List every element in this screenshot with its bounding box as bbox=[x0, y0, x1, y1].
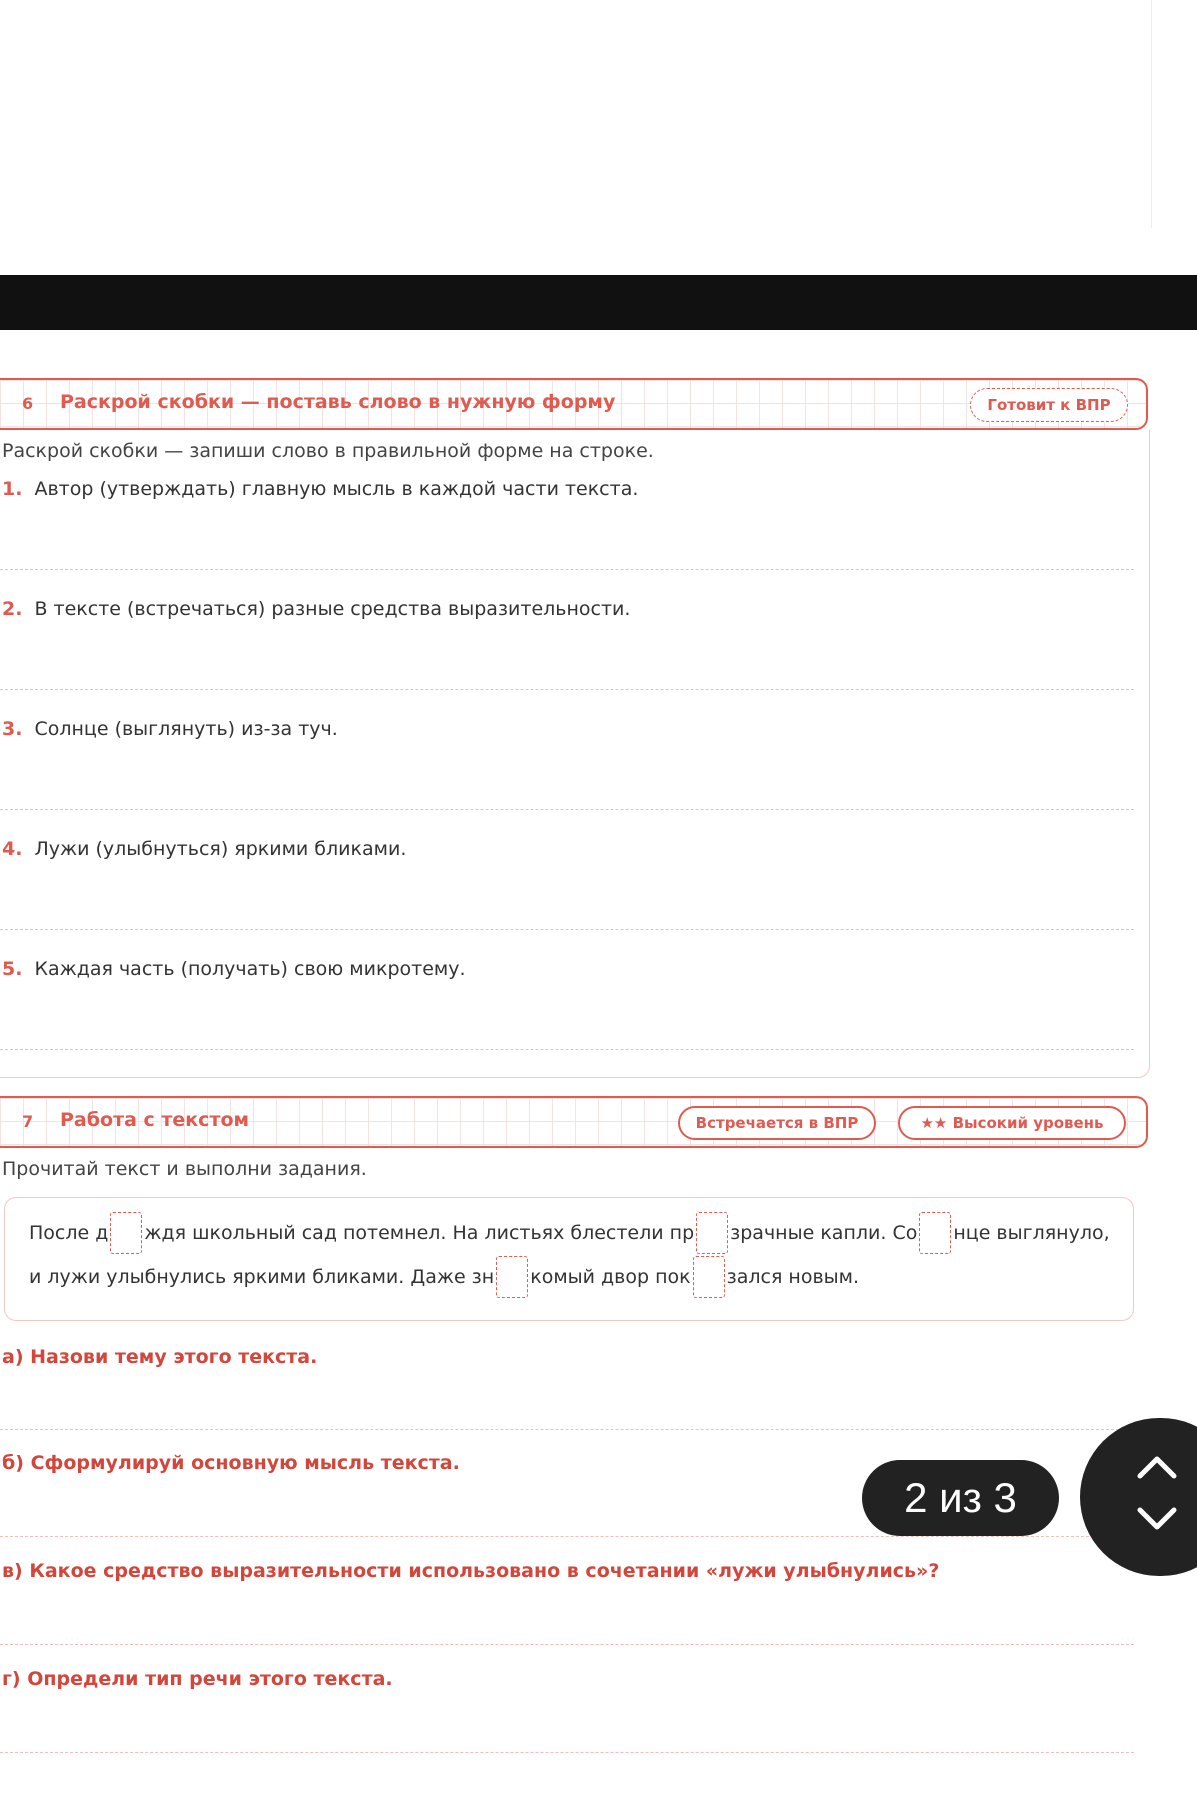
task6-item-4 bbox=[2, 838, 406, 860]
black-divider-bar bbox=[0, 275, 1197, 330]
top-blank-area bbox=[0, 0, 1197, 275]
chevron-down-icon bbox=[1130, 1500, 1184, 1540]
answer-line-4[interactable] bbox=[0, 929, 1134, 930]
text-fragment: ждя школьный сад потемнел. На листьях блестели пр bbox=[144, 1222, 695, 1244]
answer-line-a[interactable] bbox=[0, 1429, 1134, 1430]
task6-item-3 bbox=[2, 718, 338, 740]
item-text: В тексте (встречаться) разные средства выразительности. bbox=[34, 598, 631, 620]
task7-header bbox=[0, 1096, 1148, 1148]
task7-title: Работа с текстом bbox=[60, 1109, 250, 1131]
task6-badge: Готовит к ВПР bbox=[970, 388, 1128, 422]
text-fragment: комый двор пок bbox=[530, 1266, 691, 1288]
item-number: 1. bbox=[2, 478, 23, 500]
text-fragment: зрачные капли. Со bbox=[730, 1222, 918, 1244]
task6-intro: Раскрой скобки — запиши слово в правильной форме на строке. bbox=[2, 440, 654, 462]
item-text: Солнце (выглянуть) из-за туч. bbox=[34, 718, 338, 740]
task6-item-2 bbox=[2, 598, 630, 620]
text-fragment: После д bbox=[29, 1222, 109, 1244]
previous-page-button[interactable] bbox=[1130, 1446, 1184, 1486]
text-line-2 bbox=[29, 1256, 859, 1298]
item-text: Каждая часть (получать) свою микротему. bbox=[34, 958, 466, 980]
letter-gap-box[interactable] bbox=[693, 1256, 725, 1298]
question-b: б) Сформулируй основную мысль текста. bbox=[2, 1452, 460, 1474]
page-counter-badge: 2 из 3 bbox=[862, 1460, 1059, 1536]
answer-line-2[interactable] bbox=[0, 689, 1134, 690]
question-d: г) Определи тип речи этого текста. bbox=[2, 1668, 393, 1690]
answer-line-d[interactable] bbox=[0, 1752, 1134, 1753]
item-number: 3. bbox=[2, 718, 23, 740]
text-fragment: нце выглянуло, bbox=[953, 1222, 1110, 1244]
task7-badge-vpr: Встречается в ВПР bbox=[678, 1106, 876, 1140]
task7-number: 7 bbox=[22, 1112, 34, 1131]
worksheet-page bbox=[0, 330, 1197, 1800]
task7-badge-level: ★★ Высокий уровень bbox=[898, 1106, 1126, 1140]
task6-number: 6 bbox=[22, 394, 34, 413]
letter-gap-box[interactable] bbox=[919, 1212, 951, 1254]
task6-item-5 bbox=[2, 958, 466, 980]
reading-text-box bbox=[4, 1197, 1134, 1321]
question-a: а) Назови тему этого текста. bbox=[2, 1346, 318, 1368]
letter-gap-box[interactable] bbox=[496, 1256, 528, 1298]
answer-line-3[interactable] bbox=[0, 809, 1134, 810]
item-number: 5. bbox=[2, 958, 23, 980]
item-text: Автор (утверждать) главную мысль в каждой части текста. bbox=[34, 478, 639, 500]
answer-line-b[interactable] bbox=[0, 1536, 1134, 1537]
task6-header bbox=[0, 378, 1148, 430]
item-number: 2. bbox=[2, 598, 23, 620]
task6-item-1 bbox=[2, 478, 638, 500]
task6-body bbox=[0, 430, 1150, 1078]
answer-line-c[interactable] bbox=[0, 1644, 1134, 1645]
text-fragment: зался новым. bbox=[726, 1266, 860, 1288]
item-number: 4. bbox=[2, 838, 23, 860]
text-line-1 bbox=[29, 1212, 1110, 1254]
answer-line-1[interactable] bbox=[0, 569, 1134, 570]
next-page-button[interactable] bbox=[1130, 1500, 1184, 1540]
letter-gap-box[interactable] bbox=[110, 1212, 142, 1254]
page-edge-line bbox=[1151, 0, 1152, 228]
letter-gap-box[interactable] bbox=[696, 1212, 728, 1254]
answer-line-5[interactable] bbox=[0, 1049, 1134, 1050]
chevron-up-icon bbox=[1130, 1446, 1184, 1486]
task7-intro: Прочитай текст и выполни задания. bbox=[2, 1158, 367, 1180]
text-fragment: и лужи улыбнулись яркими бликами. Даже зн bbox=[29, 1266, 495, 1288]
question-c: в) Какое средство выразительности использовано в сочетании «лужи улыбнулись»? bbox=[2, 1560, 940, 1582]
item-text: Лужи (улыбнуться) яркими бликами. bbox=[34, 838, 407, 860]
task6-title: Раскрой скобки — поставь слово в нужную форму bbox=[60, 391, 616, 413]
